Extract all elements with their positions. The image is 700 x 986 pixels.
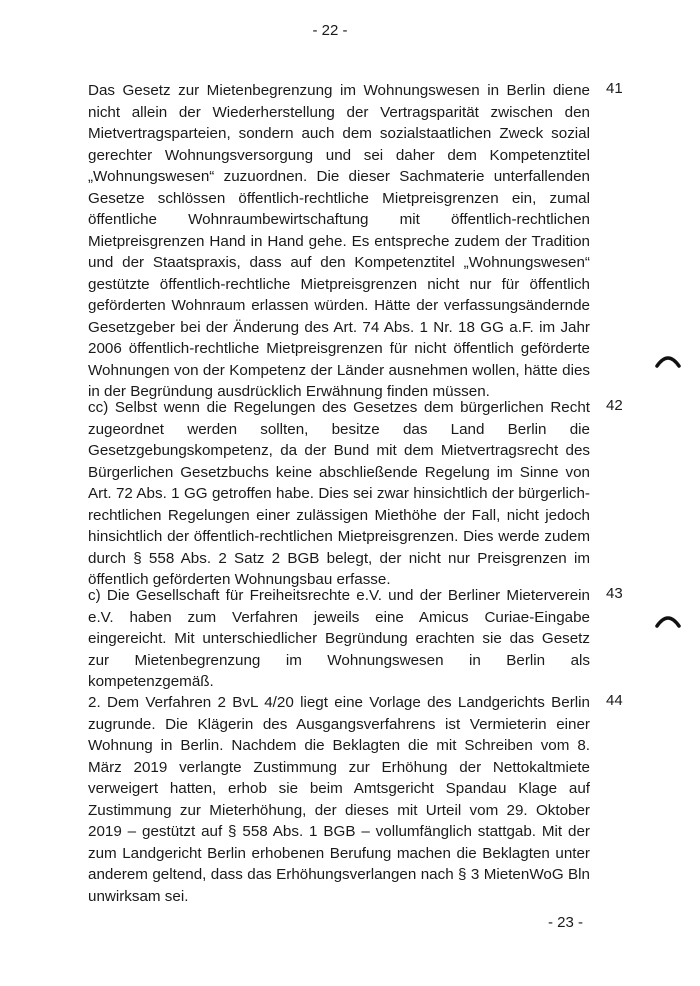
paragraph-text: c) Die Gesellschaft für Freiheitsrechte e.V. und der Berliner Mieterverein e.V. haben zum Verfahren jeweils eine Amicus Curiae-Eingabe eingereicht. Mit unterschiedlicher Begründung erachten sie das Gesetz zur Mietenbegrenzung im Wohnungswesen in Berlin als kompetenzgemäß. bbox=[88, 587, 590, 690]
paragraph-42 bbox=[88, 397, 590, 591]
page-number-bottom: - 23 - bbox=[548, 914, 584, 931]
paragraph-44 bbox=[88, 692, 590, 907]
paragraph-text: Das Gesetz zur Mietenbegrenzung im Wohnungswesen in Berlin diene nicht allein der Wiederherstellung der Vertragsparität zwischen den Mietvertragsparteien, sondern auch dem sozialstaatlichen Zweck sozial gerechter Wohnungsversorgung und sei daher dem Kompetenztitel „Wohnungswesen“ zuzuordnen. Die dieser Sachmaterie unterfallenden Gesetze schlössen öffentlich-rechtliche Mietpreisgrenzen ein, zumal öffentliche Wohnraumbewirtschaftung mit öffentlich-rechtlichen Mietpreisgrenzen Hand in Hand gehe. Es entspreche zudem der Tradition und der Staatspraxis, dass auf den Kompetenztitel „Wohnungswesen“ gestützte öffentlich-rechtliche Mietpreisgrenzen nicht nur für öffentlich geförderten Wohnraum erlassen würden. Hätte der verfassungsändernde Gesetzgeber bei der Änderung des Art. 74 Abs. 1 Nr. 18 GG a.F. im Jahr 2006 öffentlich-rechtliche Mietpreisgrenzen für nicht öffentlich geförderte Wohnungen von der Kompetenz der Länder ausnehmen wollen, hätte dies in der Begründung ausdrücklich Erwähnung finden müssen. bbox=[88, 82, 590, 400]
paragraph-43 bbox=[88, 585, 590, 693]
margin-number-44: 44 bbox=[606, 692, 623, 709]
margin-number-43: 43 bbox=[606, 585, 623, 602]
margin-number-41: 41 bbox=[606, 80, 623, 97]
margin-number-42: 42 bbox=[606, 397, 623, 414]
paragraph-text: cc) Selbst wenn die Regelungen des Gesetzes dem bürgerlichen Recht zugeordnet werden sollten, besitze das Land Berlin die Gesetzgebungskompetenz, da der Bund mit dem Mietvertragsrecht des Bürgerlichen Gesetzbuchs keine abschließende Regelung im Sinne von Art. 72 Abs. 1 GG getroffen habe. Dies sei zwar hinsichtlich der bürgerlich-rechtlichen Regelungen einer zulässigen Miethöhe der Fall, nicht jedoch hinsichtlich der öffentlich-rechtlichen Mietpreisgrenzen. Dies werde zudem durch § 558 Abs. 2 Satz 2 BGB belegt, der nicht nur Preisgrenzen im öffentlich geförderten Wohnungsbau erfasse. bbox=[88, 399, 590, 588]
paragraph-text: 2. Dem Verfahren 2 BvL 4/20 liegt eine Vorlage des Landgerichts Berlin zugrunde. Die Klägerin des Ausgangsverfahrens ist Vermieterin einer Wohnung in Berlin. Nachdem die Beklagten die mit Schreiben vom 8. März 2019 verlangte Zustimmung zur Erhöhung der Nettokaltmiete verweigert hatten, erhob sie beim Amtsgericht Spandau Klage auf Zustimmung zur Mieterhöhung, der dieses mit Urteil vom 29. Oktober 2019 – gestützt auf § 558 Abs. 1 BGB – vollumfänglich stattgab. Mit der zum Landgericht Berlin erhobenen Berufung machen die Beklagten unter anderem geltend, dass das Erhöhungsverlangen nach § 3 MietenWoG Bln unwirksam sei. bbox=[88, 694, 590, 905]
paragraph-41 bbox=[88, 80, 590, 403]
punch-mark-icon bbox=[655, 352, 681, 368]
page-number-top: - 22 - bbox=[312, 22, 348, 39]
punch-mark-icon bbox=[655, 612, 681, 628]
